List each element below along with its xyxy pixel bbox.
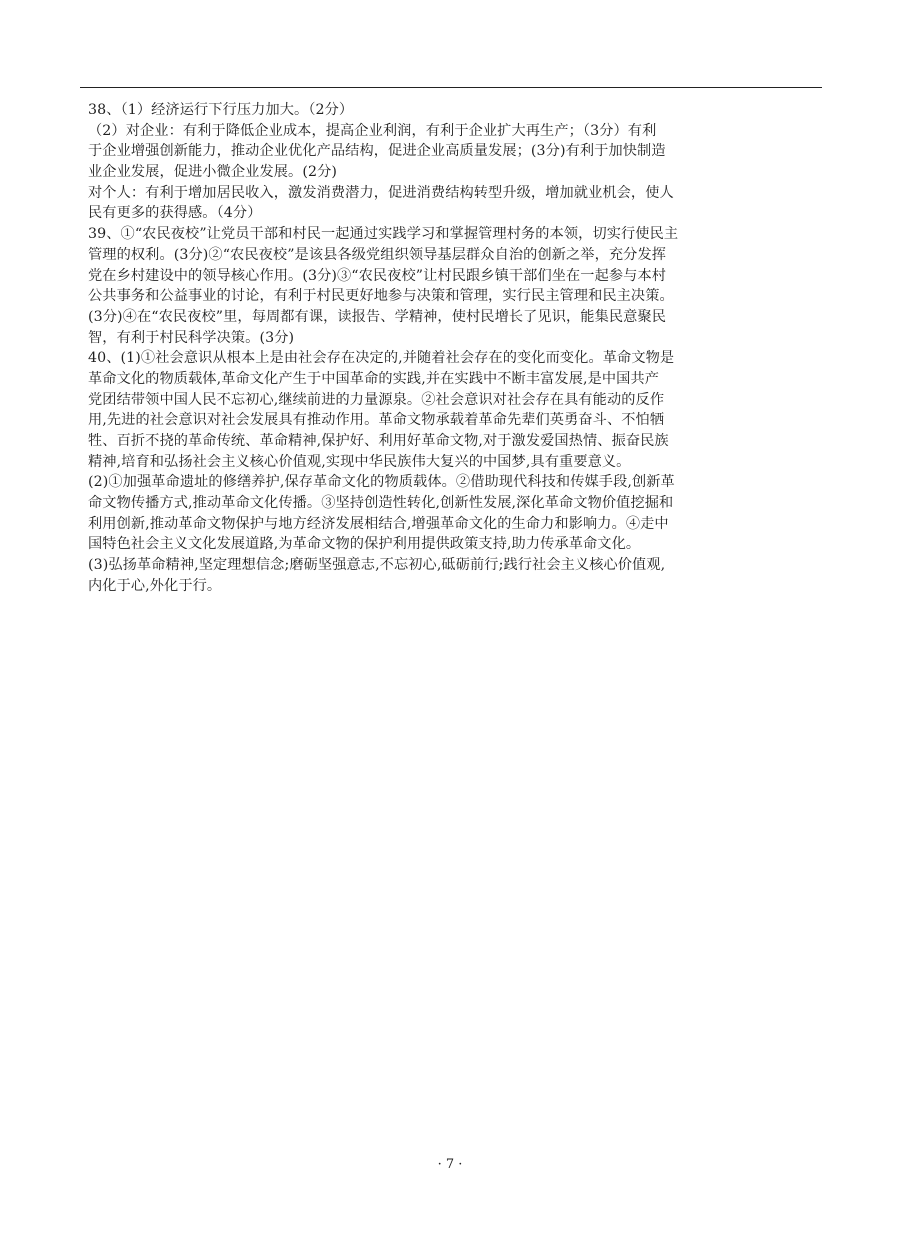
answer-39: [88, 224, 816, 348]
page-number: · 7 ·: [437, 1157, 463, 1172]
text-line: 党在乡村建设中的领导核心作用。(3分)③“农民夜校”让村民跟乡镇干部们坐在一起参与本村: [88, 267, 667, 284]
text-line: 国特色社会主义文化发展道路,为革命文物的保护利用提供政策支持,助力传承革命文化。: [88, 536, 641, 553]
text-line: （2）对企业：有利于降低企业成本，提高企业利润，有利于企业扩大再生产；（3分）有利: [88, 122, 657, 139]
text-line: 革命文化的物质载体,革命文化产生于中国革命的实践,并在实践中不断丰富发展,是中国共产: [88, 370, 660, 387]
header-rule: [80, 87, 822, 88]
answer-38: [88, 100, 816, 224]
text-line: 精神,培育和弘扬社会主义核心价值观,实现中华民族伟大复兴的中国梦,具有重要意义。: [88, 453, 631, 470]
text-line: 内化于心,外化于行。: [88, 577, 222, 594]
text-line: 管理的权利。(3分)②“农民夜校”是该县各级党组织领导基层群众自治的创新之举，充分发挥: [88, 246, 667, 263]
text-line: 业企业发展，促进小微企业发展。(2分): [88, 164, 337, 181]
text-line: (3分)④在“农民夜校”里，每周都有课，读报告、学精神，使村民增长了见识，能集民意聚民: [88, 308, 667, 325]
text-line: 牲、百折不挠的革命传统、革命精神,保护好、利用好革命文物,对于激发爱国热情、振奋民族: [88, 433, 669, 449]
answer-40: [88, 348, 816, 596]
text-line: 于企业增强创新能力，推动企业优化产品结构，促进企业高质量发展；(3分)有利于加快制造: [88, 143, 666, 160]
text-line: 智，有利于村民科学决策。(3分): [88, 329, 295, 346]
text-line: (3)弘扬革命精神,坚定理想信念;磨砺坚强意志,不忘初心,砥砺前行;践行社会主义核心价值观,: [88, 557, 666, 574]
text-line: 39、①“农民夜校”让党员干部和村民一起通过实践学习和掌握管理村务的本领，切实行使民主: [88, 226, 679, 243]
text-line: 命文物传播方式,推动革命文化传播。③坚持创造性转化,创新性发展,深化革命文物价值挖掘和: [88, 495, 674, 512]
text-line: 公共事务和公益事业的讨论，有利于村民更好地参与决策和管理，实行民主管理和民主决策。: [88, 288, 674, 305]
text-line: 民有更多的获得感。（4分）: [88, 205, 262, 222]
text-line: 40、(1)①社会意识从根本上是由社会存在决定的,并随着社会存在的变化而变化。革命文物是: [88, 350, 675, 367]
text-line: 对个人：有利于增加居民收入，激发消费潜力，促进消费结构转型升级，增加就业机会，使人: [88, 184, 674, 201]
text-line: 利用创新,推动革命文物保护与地方经济发展相结合,增强革命文化的生命力和影响力。④走中: [88, 515, 669, 532]
text-line: (2)①加强革命遗址的修缮养护,保存革命文化的物质载体。②借助现代科技和传媒手段,创新革: [88, 474, 675, 491]
text-line: 用,先进的社会意识对社会发展具有推动作用。革命文物承载着革命先辈们英勇奋斗、不怕牺: [88, 412, 665, 429]
answer-content: [88, 100, 816, 597]
text-line: 38、（1）经济运行下行压力加大。（2分）: [88, 102, 354, 118]
text-line: 党团结带领中国人民不忘初心,继续前进的力量源泉。②社会意识对社会存在具有能动的反作: [88, 391, 665, 408]
